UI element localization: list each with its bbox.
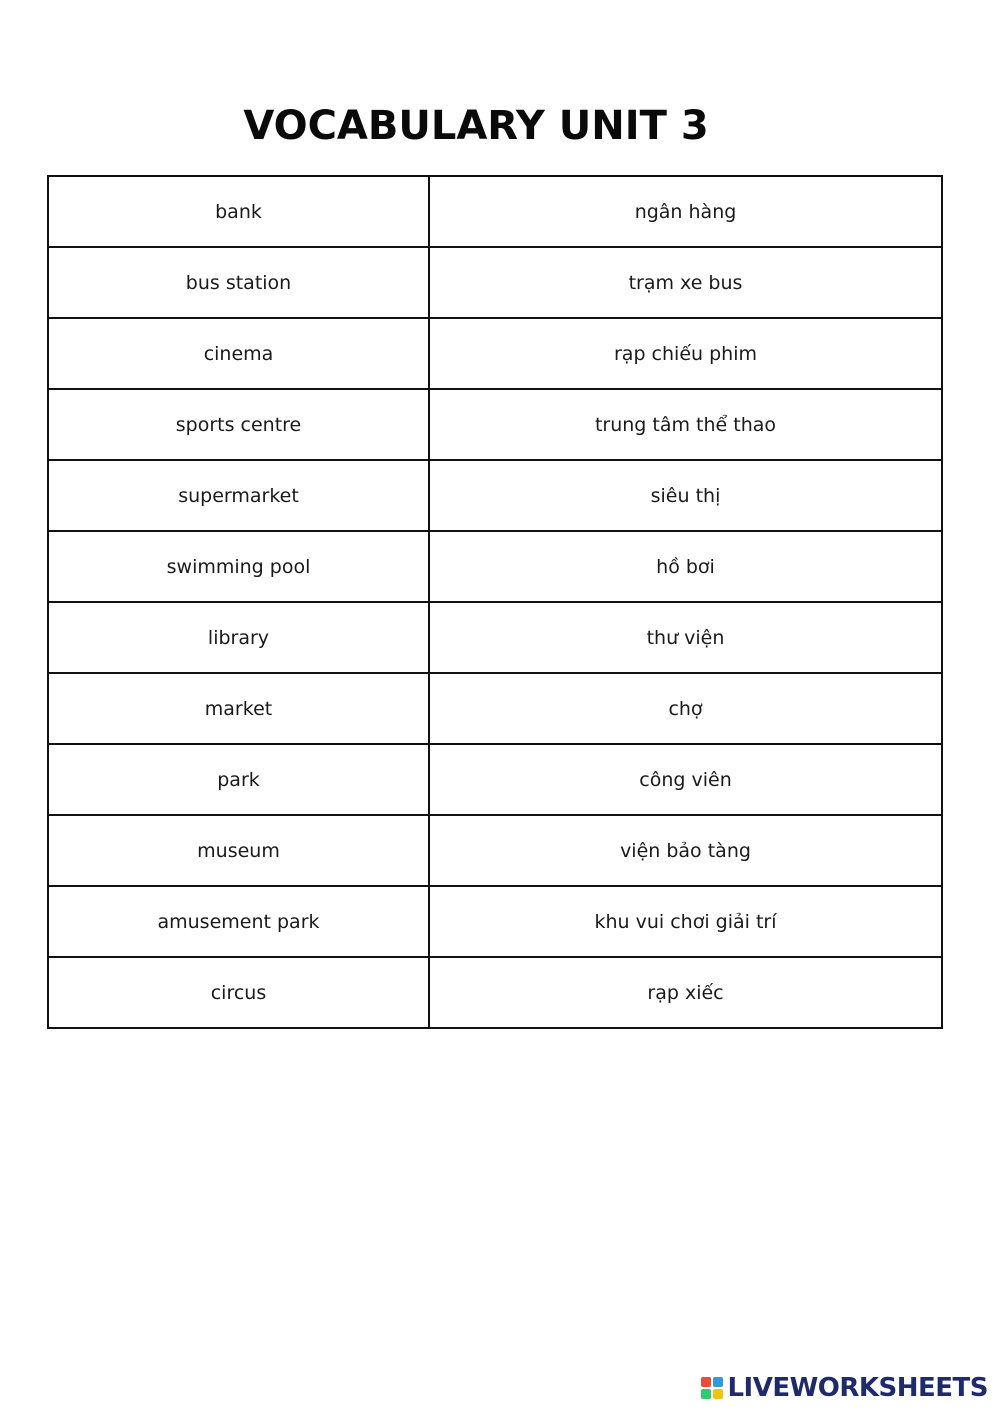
english-word: bank bbox=[48, 176, 429, 247]
table-row bbox=[48, 176, 942, 247]
table-row bbox=[48, 744, 942, 815]
table-row bbox=[48, 247, 942, 318]
english-word: sports centre bbox=[48, 389, 429, 460]
english-word: swimming pool bbox=[48, 531, 429, 602]
english-word: museum bbox=[48, 815, 429, 886]
page-title: VOCABULARY UNIT 3 bbox=[243, 103, 709, 149]
logo-square bbox=[713, 1389, 723, 1399]
english-word: market bbox=[48, 673, 429, 744]
table-row bbox=[48, 886, 942, 957]
english-word: amusement park bbox=[48, 886, 429, 957]
vietnamese-meaning: công viên bbox=[429, 744, 942, 815]
liveworksheets-logo-icon bbox=[701, 1377, 723, 1399]
vocabulary-table bbox=[47, 175, 943, 1029]
table-row bbox=[48, 389, 942, 460]
vietnamese-meaning: ngân hàng bbox=[429, 176, 942, 247]
table-row bbox=[48, 460, 942, 531]
vietnamese-meaning: chợ bbox=[429, 673, 942, 744]
table-row bbox=[48, 531, 942, 602]
vocabulary-table-body bbox=[48, 176, 942, 1028]
logo-square bbox=[701, 1389, 711, 1399]
english-word: bus station bbox=[48, 247, 429, 318]
table-row bbox=[48, 815, 942, 886]
table-row bbox=[48, 318, 942, 389]
vietnamese-meaning: trạm xe bus bbox=[429, 247, 942, 318]
english-word: library bbox=[48, 602, 429, 673]
vietnamese-meaning: siêu thị bbox=[429, 460, 942, 531]
liveworksheets-watermark[interactable] bbox=[701, 1373, 988, 1403]
vietnamese-meaning: khu vui chơi giải trí bbox=[429, 886, 942, 957]
logo-square bbox=[713, 1377, 723, 1387]
vietnamese-meaning: viện bảo tàng bbox=[429, 815, 942, 886]
english-word: circus bbox=[48, 957, 429, 1028]
english-word: cinema bbox=[48, 318, 429, 389]
vietnamese-meaning: rạp xiếc bbox=[429, 957, 942, 1028]
english-word: park bbox=[48, 744, 429, 815]
vietnamese-meaning: trung tâm thể thao bbox=[429, 389, 942, 460]
vietnamese-meaning: rạp chiếu phim bbox=[429, 318, 942, 389]
watermark-text: LIVEWORKSHEETS bbox=[727, 1373, 988, 1403]
table-row bbox=[48, 602, 942, 673]
vietnamese-meaning: thư viện bbox=[429, 602, 942, 673]
logo-square bbox=[701, 1377, 711, 1387]
table-row bbox=[48, 673, 942, 744]
table-row bbox=[48, 957, 942, 1028]
vietnamese-meaning: hồ bơi bbox=[429, 531, 942, 602]
english-word: supermarket bbox=[48, 460, 429, 531]
